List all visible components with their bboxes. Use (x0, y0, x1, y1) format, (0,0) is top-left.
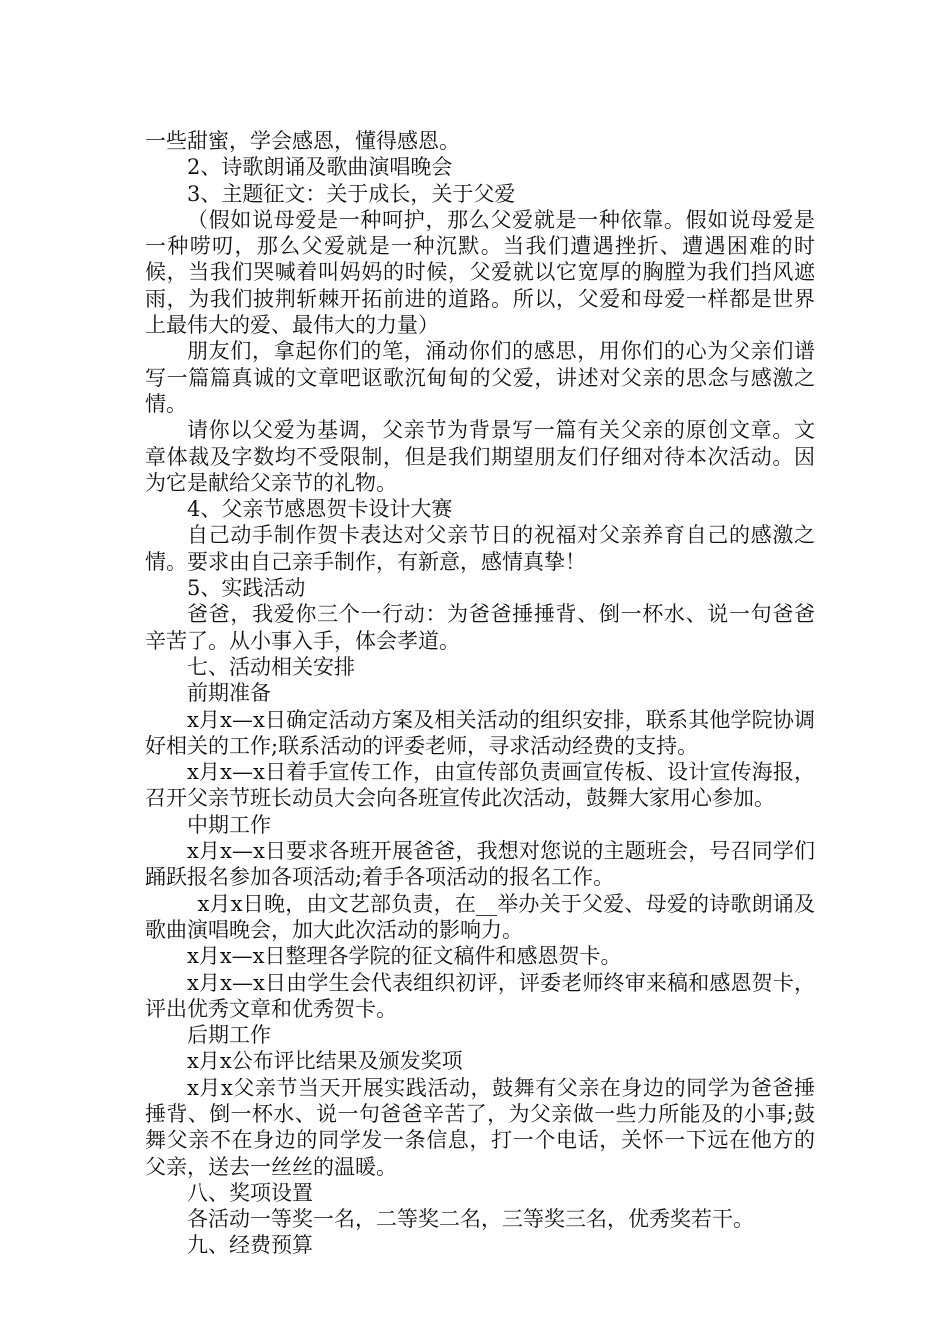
section-heading: 4、父亲节感恩贺卡设计大赛 (187, 497, 453, 522)
section-heading: 5、实践活动 (187, 576, 306, 601)
paragraph: 一些甜蜜，学会感恩，懂得感恩。 (145, 129, 460, 153)
subsection-heading: 中期工作 (187, 812, 271, 837)
paragraph: x月x公布评比结果及颁发奖项 (187, 1049, 463, 1074)
paragraph: x月x—x日确定活动方案及相关活动的组织安排，联系其他学院协调好相关的工作;联系活动的评委老师，寻求活动经费的支持。 (145, 707, 815, 758)
paragraph: x月x—x日要求各班开展爸爸，我想对您说的主题班会，号召同学们踊跃报名参加各项活动;着手各项活动的报名工作。 (145, 839, 815, 890)
paragraph: 请你以父爱为基调，父亲节为背景写一篇有关父亲的原创文章。文章体裁及字数均不受限制，但是我们期望朋友们仔细对待本次活动。因为它是献给父亲节的礼物。 (145, 418, 815, 495)
section-heading: 七、活动相关安排 (187, 654, 355, 679)
paragraph: x月x—x日由学生会代表组织初评，评委老师终审来稿和感恩贺卡，评出优秀文章和优秀贺卡。 (145, 970, 815, 1021)
subsection-heading: 后期工作 (187, 1023, 271, 1048)
paragraph: 朋友们，拿起你们的笔，涌动你们的感思，用你们的心为父亲们谱写一篇篇真诚的文章吧讴歌沉甸甸的父爱，讲述对父亲的思念与感激之情。 (145, 339, 815, 416)
paragraph: x月x父亲节当天开展实践活动，鼓舞有父亲在身边的同学为爸爸捶捶背、倒一杯水、说一句爸爸辛苦了，为父亲做一些力所能及的小事;鼓舞父亲不在身边的同学发一条信息，打一个电话，关怀一下远在他方的父亲，送去一丝丝的温暖。 (145, 1075, 815, 1179)
subsection-heading: 前期准备 (187, 681, 271, 706)
section-heading: 九、经费预算 (187, 1233, 313, 1258)
paragraph: 各活动一等奖一名，二等奖二名，三等奖三名，优秀奖若干。 (187, 1207, 754, 1232)
paragraph: 自己动手制作贺卡表达对父亲节日的祝福对父亲养育自己的感激之情。要求由自己亲手制作，有新意，感情真挚！ (145, 523, 815, 574)
section-heading: 八、奖项设置 (187, 1180, 313, 1205)
paragraph: 爸爸，我爱你三个一行动：为爸爸捶捶背、倒一杯水、说一句爸爸辛苦了。从小事入手，体会孝道。 (145, 602, 815, 653)
paragraph: x月x日晚，由文艺部负责，在__举办关于父爱、母爱的诗歌朗诵及歌曲演唱晚会，加大此次活动的影响力。 (145, 891, 815, 942)
paragraph: x月x—x日整理各学院的征文稿件和感恩贺卡。 (187, 944, 622, 969)
section-heading: 2、诗歌朗诵及歌曲演唱晚会 (187, 155, 453, 180)
document-body (145, 128, 815, 1259)
section-heading: 3、主题征文：关于成长，关于父爱 (187, 181, 516, 206)
paragraph: x月x—x日着手宣传工作，由宣传部负责画宣传板、设计宣传海报，召开父亲节班长动员大会向各班宣传此次活动，鼓舞大家用心参加。 (145, 760, 815, 811)
paragraph: （假如说母爱是一种呵护，那么父爱就是一种依靠。假如说母爱是一种唠叨，那么父爱就是一种沉默。当我们遭遇挫折、遭遇困难的时候，当我们哭喊着叫妈妈的时候，父爱就以它宽厚的胸膛为我们挡风遮雨，为我们披荆斩棘开拓前进的道路。所以，父爱和母爱一样都是世界上最伟大的爱、最伟大的力量） (145, 207, 815, 338)
